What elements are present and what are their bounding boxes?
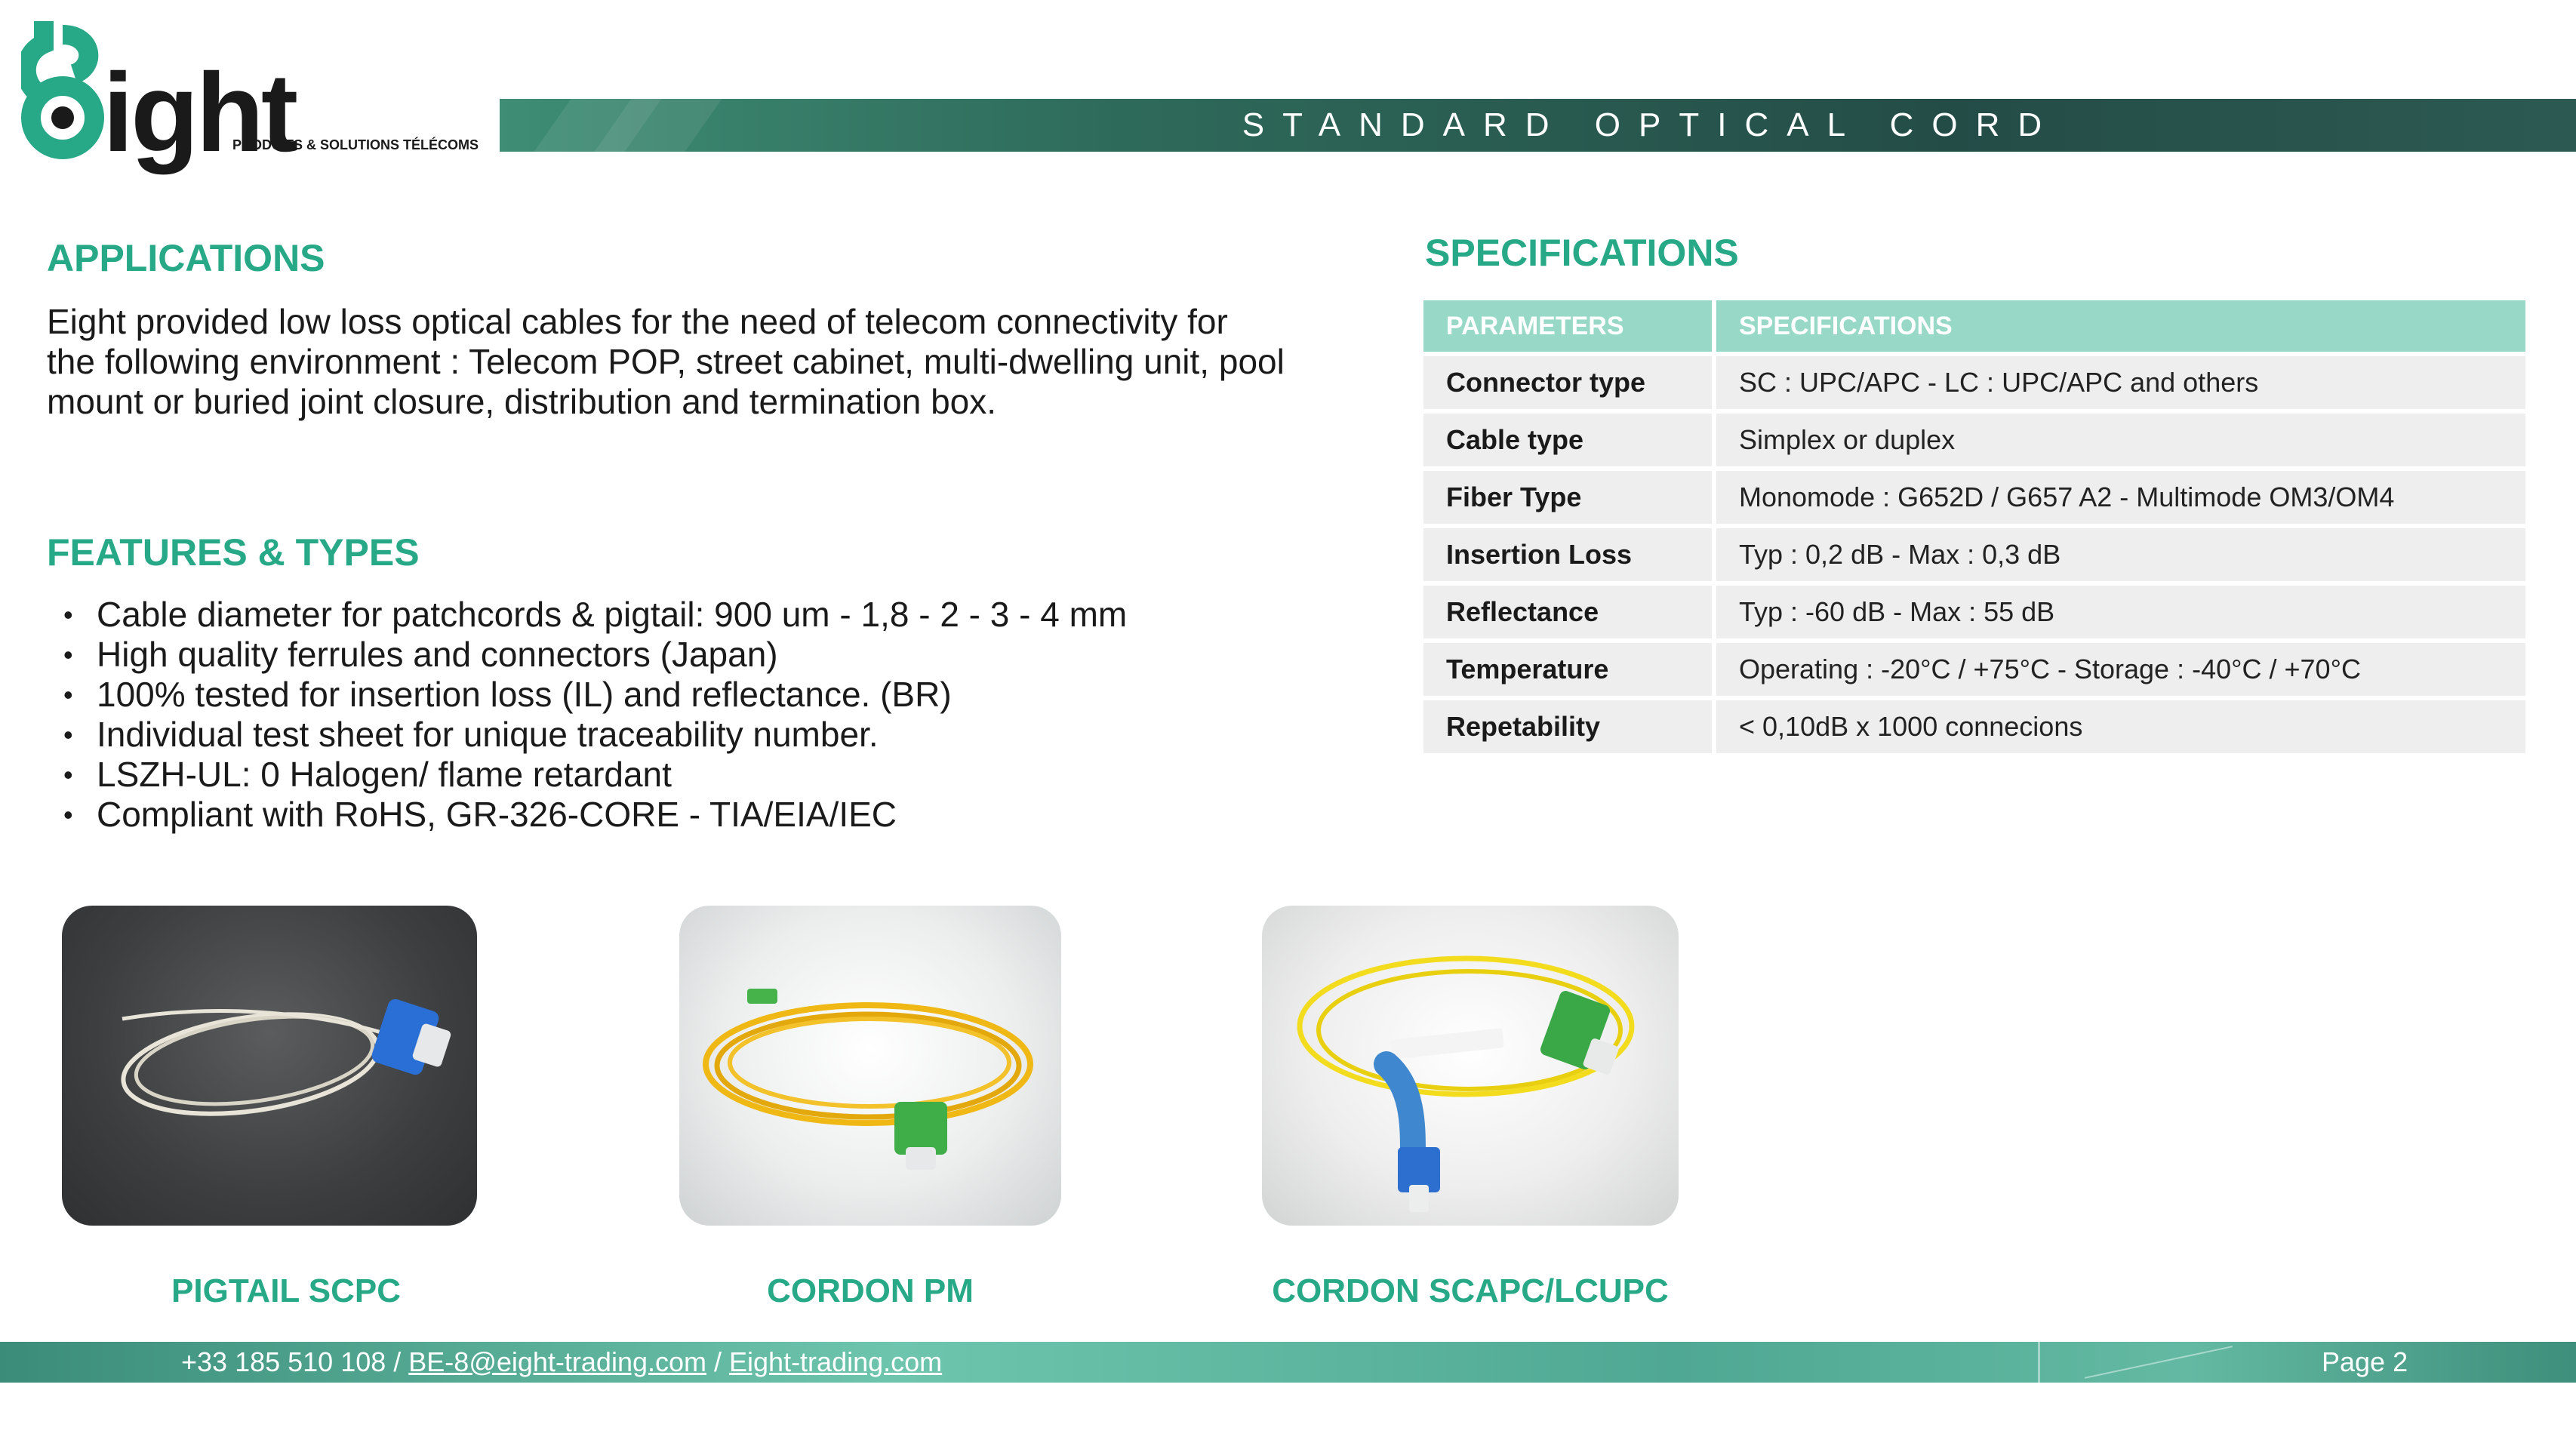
table-row: [1423, 643, 2525, 696]
list-item: • Compliant with RoHS, GR-326-CORE - TIA/EIA/IEC: [59, 795, 1127, 835]
caption-cordon-pm: CORDON PM: [767, 1272, 974, 1309]
param-cell: Cable type: [1423, 414, 1712, 466]
value-cell: Typ : 0,2 dB - Max : 0,3 dB: [1716, 528, 2525, 581]
table-header-row: [1423, 300, 2525, 352]
table-row: [1423, 586, 2525, 638]
footer-website-link[interactable]: Eight-trading.com: [729, 1346, 943, 1377]
value-cell: Monomode : G652D / G657 A2 - Multimode OM3/OM4: [1716, 471, 2525, 524]
param-cell: Repetability: [1423, 700, 1712, 753]
list-item: • LSZH-UL: 0 Halogen/ flame retardant: [59, 755, 1127, 795]
footer-contact: [181, 1342, 942, 1383]
logo-wordmark: ight: [103, 51, 296, 175]
list-item: • 100% tested for insertion loss (IL) and reflectance. (BR): [59, 675, 1127, 715]
param-cell: Fiber Type: [1423, 471, 1712, 524]
table-row: [1423, 356, 2525, 409]
footer-bar: [0, 1342, 2576, 1383]
page-title: STANDARD OPTICAL CORD: [1242, 106, 2060, 143]
list-item: • Individual test sheet for unique traceability number.: [59, 715, 1127, 755]
value-cell: Operating : -20°C / +75°C - Storage : -40°C / +70°C: [1716, 643, 2525, 696]
title-banner: [500, 99, 2576, 152]
column-header-parameters: PARAMETERS: [1423, 300, 1712, 352]
list-item: • High quality ferrules and connectors (Japan): [59, 635, 1127, 675]
caption-pigtail-scpc: PIGTAIL SCPC: [171, 1272, 401, 1309]
table-row: [1423, 700, 2525, 753]
table-row: [1423, 528, 2525, 581]
value-cell: Typ : -60 dB - Max : 55 dB: [1716, 586, 2525, 638]
features-list: [59, 595, 1127, 835]
value-cell: < 0,10dB x 1000 connecions: [1716, 700, 2525, 753]
applications-text: Eight provided low loss optical cables for the need of telecom connectivity for the following environment : Telecom POP, street cabinet, multi-dwelling unit, pool mount or buried joint closure, distribution and termination box.: [47, 302, 1285, 421]
features-heading: FEATURES & TYPES: [47, 531, 420, 574]
param-cell: Temperature: [1423, 643, 1712, 696]
param-cell: Reflectance: [1423, 586, 1712, 638]
specifications-heading: SPECIFICATIONS: [1425, 232, 1739, 274]
company-logo: [21, 21, 489, 180]
caption-cordon-scapc-lcupc: CORDON SCAPC/LCUPC: [1272, 1272, 1669, 1309]
footer-separator: /: [706, 1346, 730, 1377]
page-number: Page 2: [2322, 1346, 2408, 1377]
cordon-pm-photo: [679, 906, 1061, 1226]
param-cell: Insertion Loss: [1423, 528, 1712, 581]
table-row: [1423, 471, 2525, 524]
pigtail-photo: [62, 906, 477, 1226]
value-cell: SC : UPC/APC - LC : UPC/APC and others: [1716, 356, 2525, 409]
applications-heading: APPLICATIONS: [47, 237, 325, 279]
list-item: • Cable diameter for patchcords & pigtail: 900 um - 1,8 - 2 - 3 - 4 mm: [59, 595, 1127, 635]
table-row: [1423, 414, 2525, 466]
footer-email-link[interactable]: BE-8@eight-trading.com: [408, 1346, 706, 1377]
logo-e-icon: [21, 21, 104, 172]
footer-phone: +33 185 510 108 /: [181, 1346, 409, 1377]
value-cell: Simplex or duplex: [1716, 414, 2525, 466]
cordon-scapc-lcupc-photo: [1262, 906, 1679, 1226]
logo-tagline: PRODUITS & SOLUTIONS TÉLÉCOMS: [232, 137, 479, 152]
specifications-table: [1419, 296, 2530, 758]
param-cell: Connector type: [1423, 356, 1712, 409]
column-header-specifications: SPECIFICATIONS: [1716, 300, 2525, 352]
